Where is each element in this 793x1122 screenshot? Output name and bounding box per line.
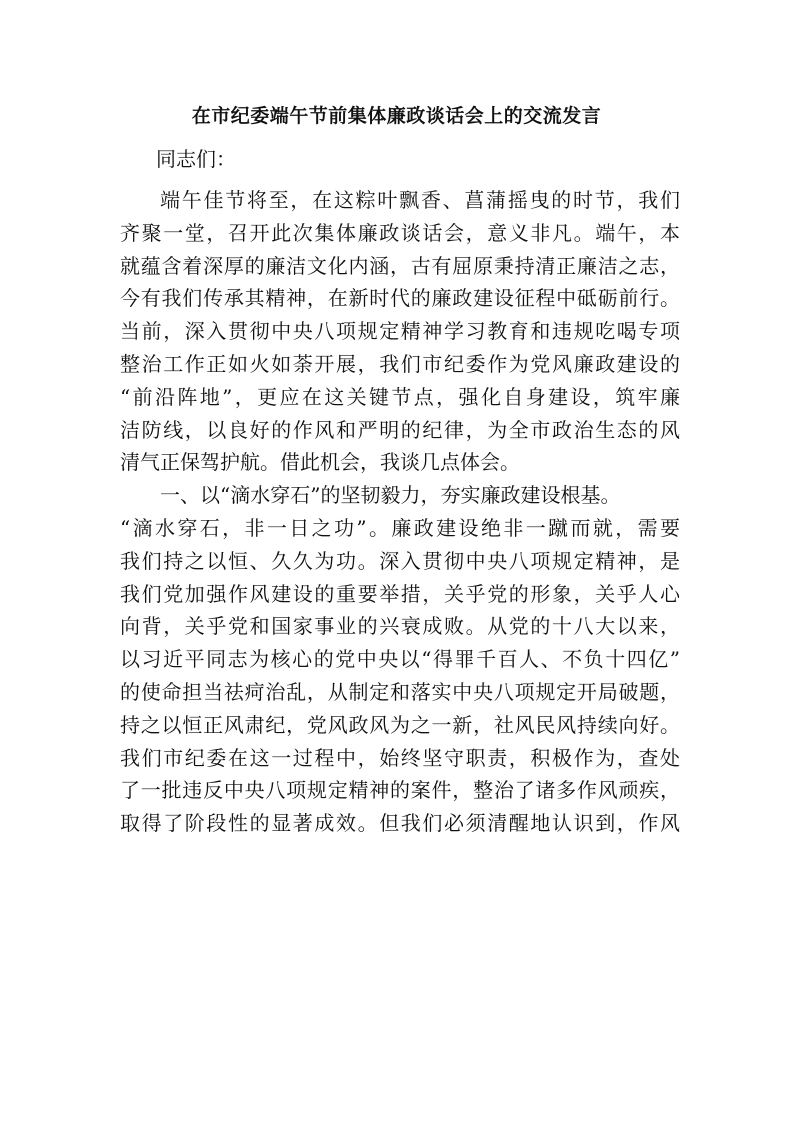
text-line: 我们市纪委在这一过程中，始终坚守职责，积极作为，查处 (120, 745, 680, 770)
text-line: 以习近平同志为核心的党中央以“得罪千百人、不负十四亿” (120, 647, 680, 672)
text-line: 整治工作正如火如荼开展，我们市纪委作为党风廉政建设的 (120, 351, 680, 376)
text-line: 我们党加强作风建设的重要举措，关乎党的形象，关乎人心 (120, 581, 680, 606)
text-line: 就蕴含着深厚的廉洁文化内涵，古有屈原秉持清正廉洁之志， (120, 253, 680, 278)
body-text (120, 184, 680, 840)
text-line: 的使命担当祛疴治乱，从制定和落实中央八项规定开局破题， (120, 679, 680, 704)
text-line: 今有我们传承其精神，在新时代的廉政建设征程中砥砺前行。 (120, 286, 680, 311)
text-line: 当前，深入贯彻中央八项规定精神学习教育和违规吃喝专项 (120, 319, 680, 344)
text-line: 向背，关乎党和国家事业的兴衰成败。从党的十八大以来， (120, 614, 680, 639)
text-line: 洁防线，以良好的作风和严明的纪律，为全市政治生态的风 (120, 417, 680, 442)
text-line: 清气正保驾护航。借此机会，我谈几点体会。 (120, 450, 520, 475)
text-line: 我们持之以恒、久久为功。深入贯彻中央八项规定精神，是 (120, 548, 680, 573)
salutation: 同志们： (156, 147, 236, 171)
document-title: 在市纪委端午节前集体廉政谈话会上的交流发言 (191, 105, 602, 127)
text-line: 端午佳节将至，在这粽叶飘香、菖蒲摇曳的时节，我们 (160, 188, 680, 212)
text-line: “前沿阵地”，更应在这关键节点，强化自身建设，筑牢廉 (120, 384, 680, 409)
text-line: 取得了阶段性的显著成效。但我们必须清醒地认识到，作风 (120, 811, 680, 836)
text-line: “滴水穿石，非一日之功”。廉政建设绝非一蹴而就，需要 (120, 515, 680, 540)
text-line: 了一批违反中央八项规定精神的案件，整治了诸多作风顽疾， (120, 778, 680, 803)
text-line: 持之以恒正风肃纪，党风政风为之一新，社风民风持续向好。 (120, 712, 680, 737)
text-line: 齐聚一堂，召开此次集体廉政谈话会，意义非凡。端午，本 (120, 220, 680, 245)
section-heading: 一、以“滴水穿石”的坚韧毅力，夯实廉政建设根基。 (160, 483, 621, 508)
